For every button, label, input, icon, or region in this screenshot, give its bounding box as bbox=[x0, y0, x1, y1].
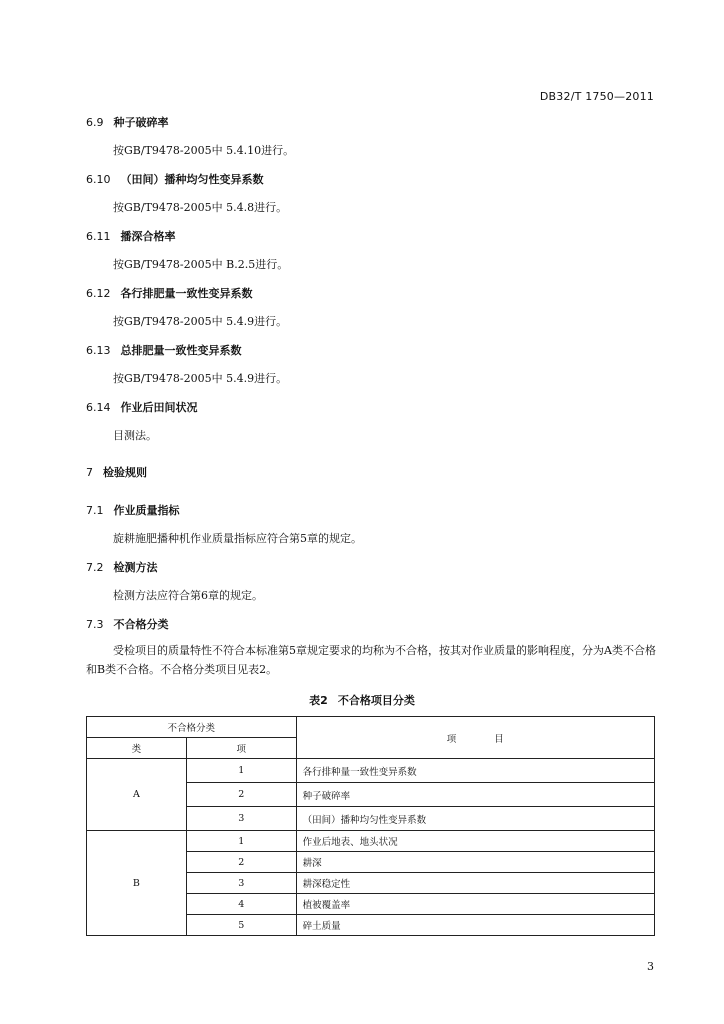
section-heading-6-13 bbox=[86, 342, 242, 358]
table-caption-title: 不合格项目分类 bbox=[337, 694, 415, 707]
item-name-cell: 耕深稳定性 bbox=[296, 873, 654, 894]
section-number: 6.14 bbox=[86, 401, 111, 414]
section-number: 6.11 bbox=[86, 230, 111, 243]
section-number: 6.9 bbox=[86, 116, 104, 129]
section-text-7-2: 检测方法应符合第6章的规定。 bbox=[113, 589, 263, 602]
item-name-cell: （田间）播种均匀性变异系数 bbox=[296, 807, 654, 831]
item-name-cell: 各行排种量一致性变异系数 bbox=[296, 759, 654, 783]
section-text-6-10: 按GB/T9478-2005中 5.4.8进行。 bbox=[113, 201, 288, 214]
table-row bbox=[87, 759, 655, 783]
section-heading-7-1 bbox=[86, 502, 180, 518]
section-title: 检测方法 bbox=[113, 561, 158, 574]
section-title: 作业后田间状况 bbox=[120, 401, 198, 414]
section-text-6-12: 按GB/T9478-2005中 5.4.9进行。 bbox=[113, 315, 288, 328]
section-text-6-9: 按GB/T9478-2005中 5.4.10进行。 bbox=[113, 144, 295, 157]
section-title: 不合格分类 bbox=[113, 618, 169, 631]
chapter-heading-7 bbox=[86, 464, 147, 480]
table-header-row bbox=[87, 717, 655, 738]
section-heading-7-3 bbox=[86, 616, 169, 632]
class-cell-b: B bbox=[87, 831, 187, 936]
section-title: 检验规则 bbox=[103, 466, 147, 479]
section-text-6-14: 目测法。 bbox=[113, 429, 157, 442]
section-title: （田间）播种均匀性变异系数 bbox=[120, 173, 264, 186]
section-heading-6-12 bbox=[86, 285, 253, 301]
section-title: 种子破碎率 bbox=[113, 116, 169, 129]
section-title: 各行排肥量一致性变异系数 bbox=[120, 287, 253, 300]
section-heading-6-11 bbox=[86, 228, 176, 244]
section-text-6-13: 按GB/T9478-2005中 5.4.9进行。 bbox=[113, 372, 288, 385]
item-number-cell: 2 bbox=[186, 783, 296, 807]
header-class: 类 bbox=[87, 738, 187, 759]
item-number-cell: 3 bbox=[186, 807, 296, 831]
document-code: DB32/T 1750—2011 bbox=[539, 90, 654, 103]
header-item: 项 bbox=[186, 738, 296, 759]
section-heading-7-2 bbox=[86, 559, 158, 575]
table-row bbox=[87, 831, 655, 852]
section-heading-6-14 bbox=[86, 399, 198, 415]
section-heading-6-10 bbox=[86, 171, 264, 187]
section-number: 6.13 bbox=[86, 344, 111, 357]
item-number-cell: 5 bbox=[186, 915, 296, 936]
section-number: 6.12 bbox=[86, 287, 111, 300]
header-project: 项 目 bbox=[296, 717, 654, 759]
item-name-cell: 碎土质量 bbox=[296, 915, 654, 936]
section-title: 作业质量指标 bbox=[113, 504, 180, 517]
item-number-cell: 1 bbox=[186, 759, 296, 783]
section-title: 总排肥量一致性变异系数 bbox=[120, 344, 242, 357]
section-text-6-11: 按GB/T9478-2005中 B.2.5进行。 bbox=[113, 258, 289, 271]
page-number: 3 bbox=[647, 960, 654, 973]
section-number: 7.3 bbox=[86, 618, 104, 631]
section-number: 7.2 bbox=[86, 561, 104, 574]
table-caption-label: 表2 bbox=[309, 694, 328, 707]
item-number-cell: 4 bbox=[186, 894, 296, 915]
nonconformity-classification-table bbox=[86, 716, 655, 936]
item-name-cell: 植被覆盖率 bbox=[296, 894, 654, 915]
section-text-7-3: 受检项目的质量特性不符合本标准第5章规定要求的均称为不合格，按其对作业质量的影响程度，分为A类不合格和B类不合格。不合格分类项目见表2。 bbox=[86, 644, 656, 676]
section-number: 7 bbox=[86, 466, 93, 479]
item-number-cell: 3 bbox=[186, 873, 296, 894]
section-heading-6-9 bbox=[86, 114, 169, 130]
section-number: 7.1 bbox=[86, 504, 104, 517]
item-name-cell: 耕深 bbox=[296, 852, 654, 873]
item-number-cell: 2 bbox=[186, 852, 296, 873]
table-caption bbox=[0, 692, 724, 708]
section-number: 6.10 bbox=[86, 173, 111, 186]
item-number-cell: 1 bbox=[186, 831, 296, 852]
section-title: 播深合格率 bbox=[120, 230, 176, 243]
header-nonconformity-class: 不合格分类 bbox=[87, 717, 297, 738]
item-name-cell: 作业后地表、地头状况 bbox=[296, 831, 654, 852]
section-text-7-1: 旋耕施肥播种机作业质量指标应符合第5章的规定。 bbox=[113, 532, 362, 545]
class-cell-a: A bbox=[87, 759, 187, 831]
item-name-cell: 种子破碎率 bbox=[296, 783, 654, 807]
